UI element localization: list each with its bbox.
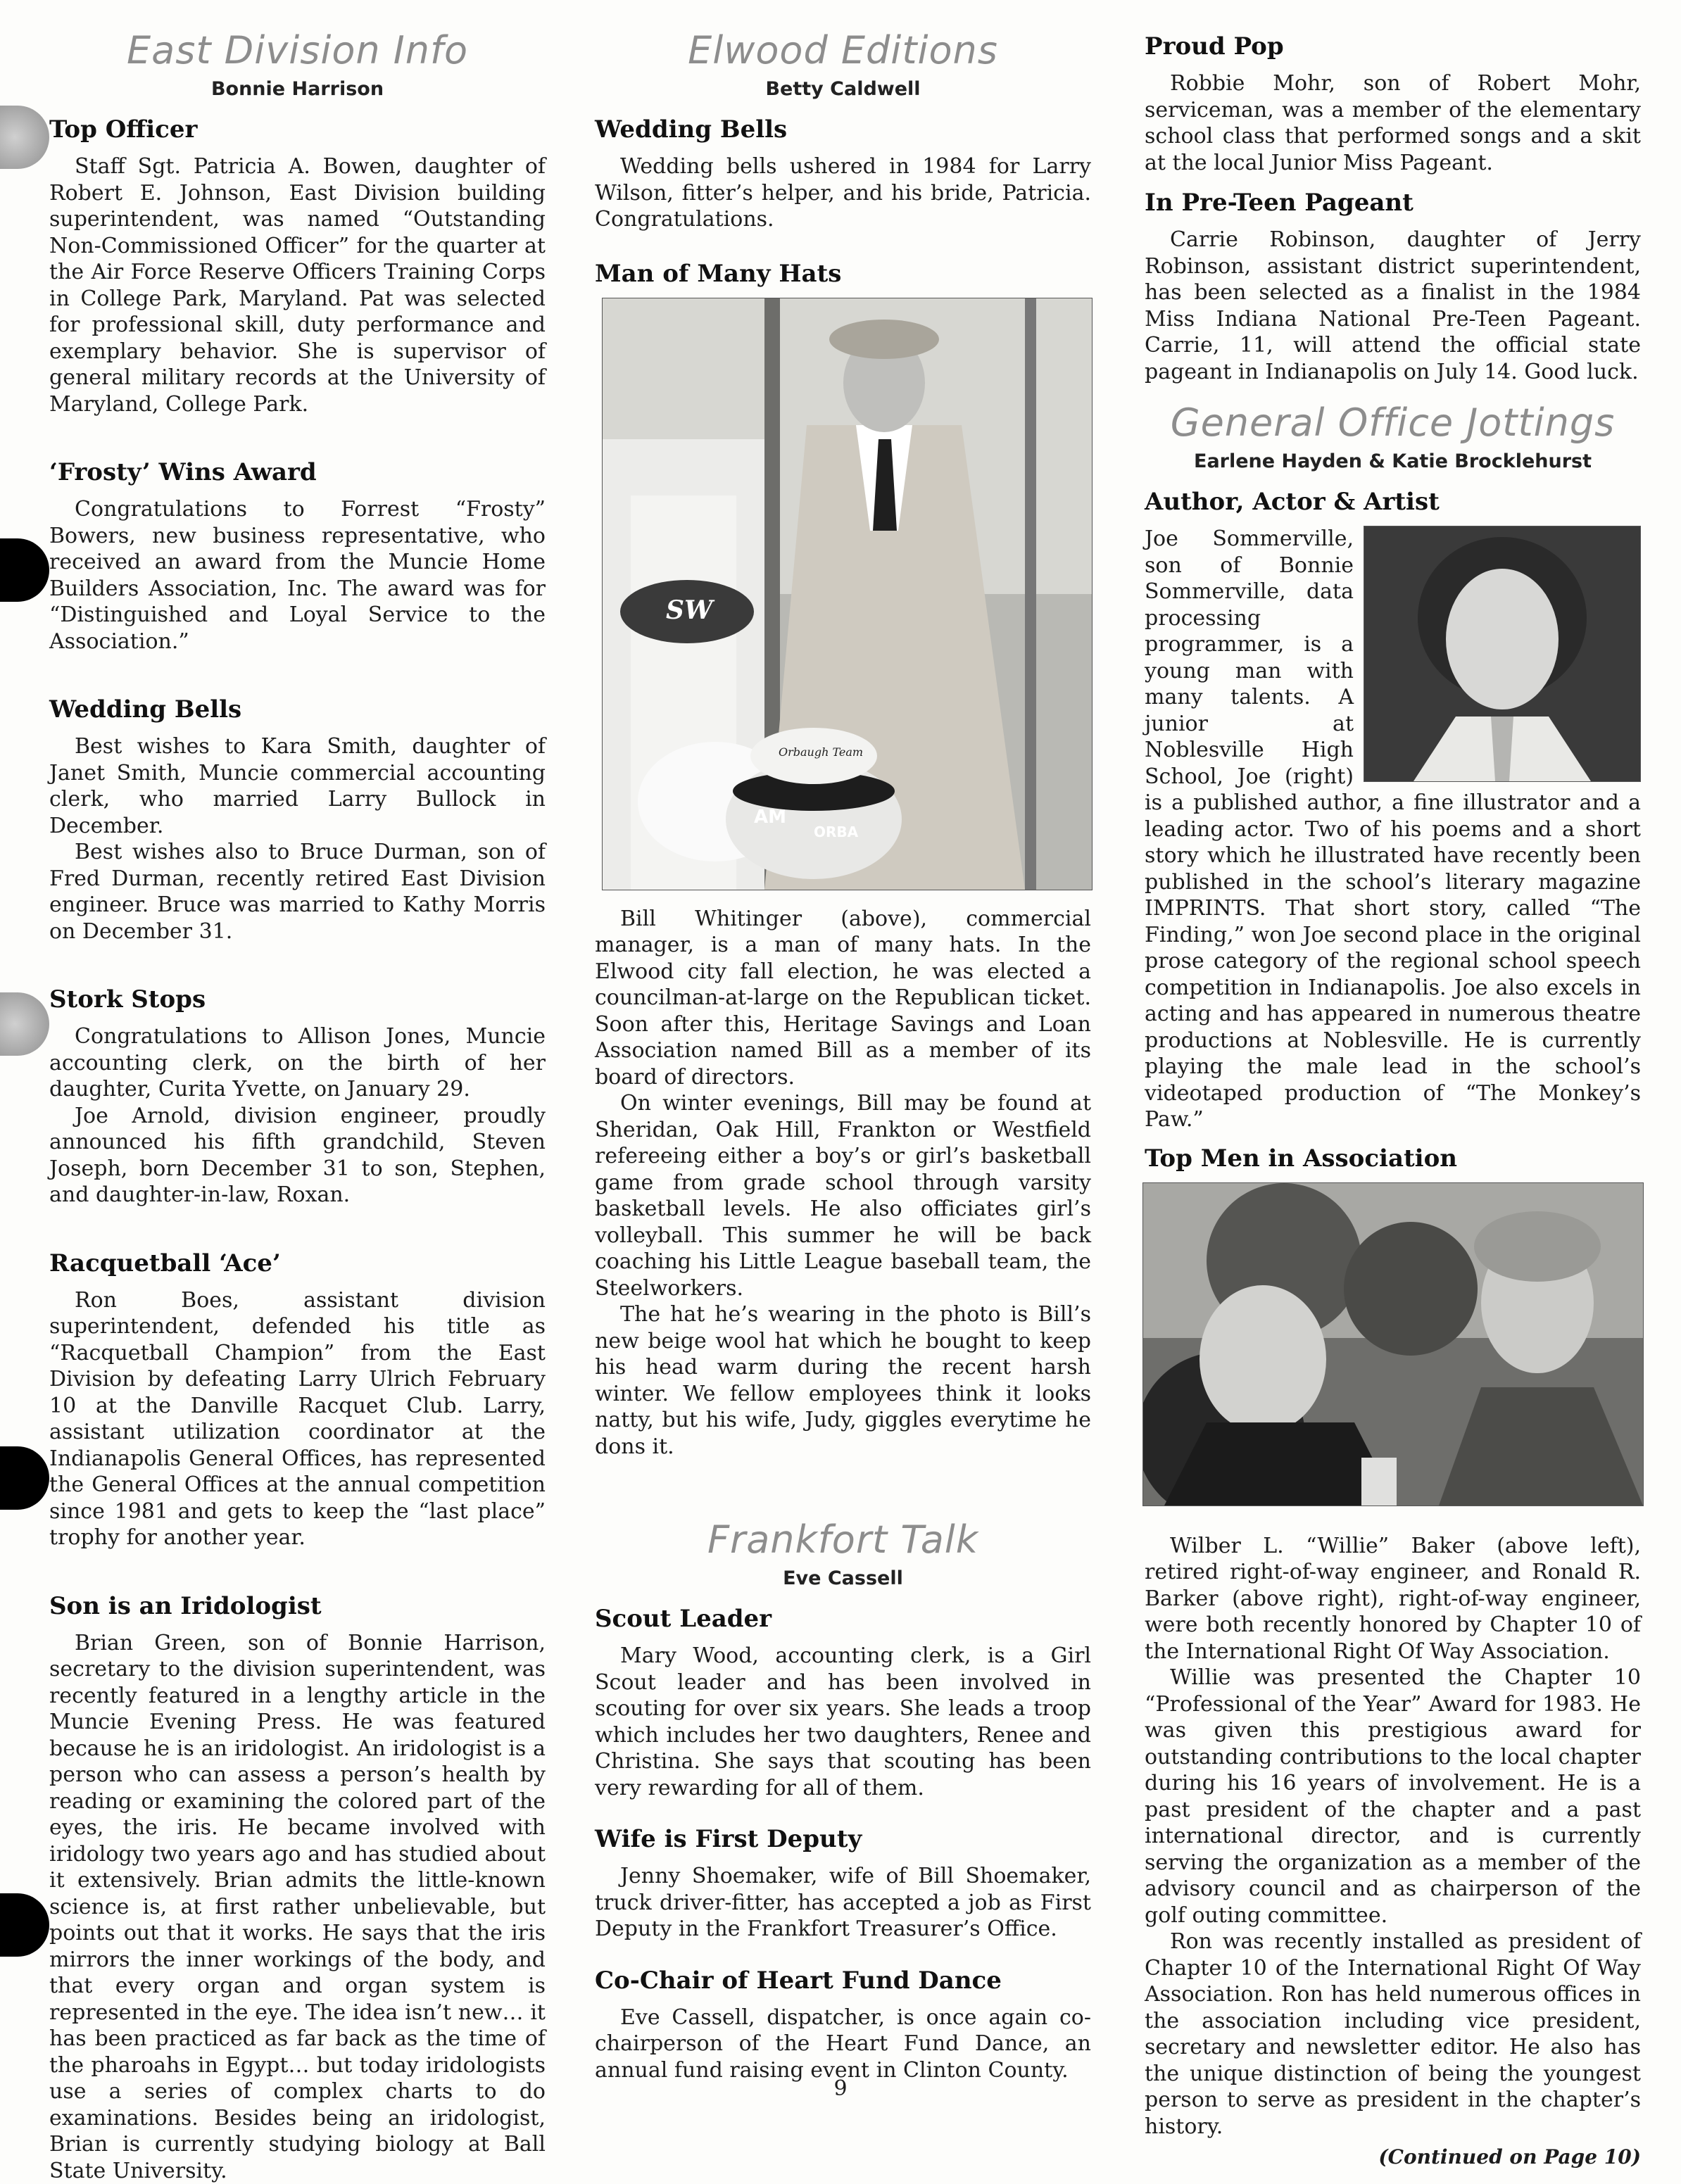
byline: Bonnie Harrison: [49, 78, 546, 100]
article-heading: Top Men in Association: [1145, 1144, 1641, 1173]
continued-note: (Continued on Page 10): [1145, 2145, 1641, 2169]
column-east-division: [49, 21, 546, 2184]
article-heading: Co-Chair of Heart Fund Dance: [595, 1967, 1091, 1995]
hat-label: AM: [754, 807, 786, 828]
article-paragraph: Wedding bells ushered in 1984 for Larry Wilson, fitter’s helper, and his bride, Patricia. Congratulations.: [595, 153, 1091, 233]
article-paragraph: Bill Whitinger (above), commercial manager, is a man of many hats. In the Elwood city fall election, he was elected a councilman-at-large on the Republican ticket. Soon after this, Heritage Savings and Loan Association named Bill as a member of its board of directors.: [595, 906, 1091, 1091]
punch-hole: [0, 538, 49, 602]
article-heading: Proud Pop: [1145, 32, 1641, 61]
article-heading: Scout Leader: [595, 1605, 1091, 1633]
article-paragraph: Congratulations to Forrest “Frosty” Bowers, new business representative, who received an award from the Muncie Home Builders Association, Inc. The award was for “Distinguished and Loyal Service to the Association.”: [49, 496, 546, 655]
section-title: Frankfort Talk: [595, 1517, 1091, 1562]
article-paragraph: Brian Green, son of Bonnie Harrison, secretary to the division superintendent, was recently featured in a lengthy article in the Muncie Evening Press. He was featured because he is an iridologist. An iridologist is a person who can assess a person’s health by reading or examining the colored part of the eyes, the iris. He became involved with iridology two years ago and has studied about it extensively. Brian admits the little-known science is, at first rather unbelievable, but points out that it works. He says that the iris mirrors the inner workings of the body, and that every organ and organ system is represented in the eye. The idea isn’t new… it has been practiced as far back as the time of the pharoahs in Egypt… but today iridologists use a series of complex charts to do examinations. Besides being an iridologist, Brian is currently studying biology at Ball State University.: [49, 1630, 546, 2184]
column-general-office: [1145, 21, 1641, 2169]
section-title: East Division Info: [49, 28, 546, 72]
byline: Betty Caldwell: [595, 78, 1091, 100]
article-paragraph: Jenny Shoemaker, wife of Bill Shoemaker, truck driver-fitter, has accepted a job as First Deputy in the Frankfort Treasurer’s Office.: [595, 1863, 1091, 1943]
article-paragraph: Best wishes to Kara Smith, daughter of Janet Smith, Muncie commercial accounting clerk, who married Larry Bullock in December.: [49, 733, 546, 839]
article-paragraph: Mary Wood, accounting clerk, is a Girl Scout leader and has been involved in scouting for over six years. She leads a troop which includes her two daughters, Renee and Christina. She says that scouting has been very rewarding for all of them.: [595, 1643, 1091, 1801]
article-heading: ‘Frosty’ Wins Award: [49, 458, 546, 486]
punch-hole: [0, 992, 49, 1056]
article-heading: In Pre-Teen Pageant: [1145, 189, 1641, 217]
article-paragraph: Joe Arnold, division engineer, proudly announced his fifth grandchild, Steven Joseph, born December 31 to son, Stephen, and daughter-in-law, Roxan.: [49, 1103, 546, 1208]
article-paragraph: Staff Sgt. Patricia A. Bowen, daughter of Robert E. Johnson, East Division building superintendent, was named “Outstanding Non-Commissioned Officer” for the quarter at the Air Force Reserve Officers Training Corps in College Park, Maryland. Pat was selected for professional skill, duty performance and exemplary behavior. She is supervisor of general military records at the University of Maryland, College Park.: [49, 153, 546, 417]
hat-label: SW: [666, 595, 715, 625]
article-paragraph: Congratulations to Allison Jones, Muncie accounting clerk, on the birth of her daughter, Curita Yvette, on January 29.: [49, 1023, 546, 1103]
article-heading: Author, Actor & Artist: [1145, 488, 1641, 516]
article-paragraph: Willie was presented the Chapter 10 “Professional of the Year” Award for 1983. He was given this prestigious award for outstanding contributions to the local chapter during his 16 years of involvement. He is a past president of the chapter and a past international director, and is currently serving the organization as a member of the advisory council and as chairperson of the golf outing committee.: [1145, 1665, 1641, 1929]
article-paragraph: Wilber L. “Willie” Baker (above left), retired right-of-way engineer, and Ronald R. Barker (above right), right-of-way engineer, were both recently honored by Chapter 10 of the International Right Of Way Association.: [1145, 1533, 1641, 1665]
article-heading: Wedding Bells: [49, 695, 546, 724]
punch-hole: [0, 1446, 49, 1510]
byline: Earlene Hayden & Katie Brocklehurst: [1145, 450, 1641, 472]
article-paragraph: Carrie Robinson, daughter of Jerry Robinson, assistant district superintendent, has been selected as a finalist in the 1984 Miss Indiana National Pre-Teen Pageant. Carrie, 11, will attend the official state pageant in Indianapolis on July 14. Good luck.: [1145, 227, 1641, 385]
article-paragraph: Joe Sommerville, son of Bonnie Sommerville, data processing programmer, is a young man with many talents. A junior at Noblesville High School, Joe (right) is a published author, a fine illustrator and a leading actor. Two of his poems and a short story which he illustrated have recently been published in the school’s literary magazine IMPRINTS. That short story, called “The Finding,” won Joe second place in the original prose category of the regional school speech competition in Indianapolis. Joe also excels in acting and has appeared in numerous theatre productions at Noblesville. He is currently playing the male lead in the school’s videotaped production of “The Monkey’s Paw.”: [1145, 526, 1641, 1133]
section-title: General Office Jottings: [1145, 400, 1641, 445]
article-heading: Wedding Bells: [595, 115, 1091, 144]
article-paragraph: Best wishes also to Bruce Durman, son of Fred Durman, recently retired East Division engineer. Bruce was married to Kathy Morris on December 31.: [49, 839, 546, 945]
article-heading: Wife is First Deputy: [595, 1825, 1091, 1853]
photo-bill-whitinger: [602, 298, 1093, 890]
column-elwood-frankfort: [595, 21, 1091, 2083]
byline: Eve Cassell: [595, 1567, 1091, 1589]
article-heading: Son is an Iridologist: [49, 1592, 546, 1620]
photo-joe-sommerville: [1364, 526, 1641, 782]
article-heading: Racquetball ‘Ace’: [49, 1249, 546, 1277]
article-paragraph: Ron was recently installed as president of Chapter 10 of the International Right Of Way Association. Ron has held numerous offices in the association including vice president, secretary and newsletter editor. He also has the unique distinction of being the youngest person to serve as president in the chapter’s history.: [1145, 1929, 1641, 2140]
hat-label: Orbaugh Team: [779, 745, 863, 759]
article-paragraph: On winter evenings, Bill may be found at Sheridan, Oak Hill, Frankton or Westfield refereeing either a boy’s or girl’s basketball game from grade school through varsity basketball levels. He also officiates girl’s volleyball. This summer he will be back coaching his Little League baseball team, the Steelworkers.: [595, 1090, 1091, 1301]
article-paragraph: Robbie Mohr, son of Robert Mohr, serviceman, was a member of the elementary school class that performed songs and a skit at the local Junior Miss Pageant.: [1145, 70, 1641, 176]
punch-hole: [0, 106, 49, 169]
article-heading: Stork Stops: [49, 985, 546, 1014]
article-paragraph: Ron Boes, assistant division superintendent, defended his title as “Racquetball Champion” from the East Division by defeating Larry Ulrich February 10 at the Danville Racquet Club. Larry, assistant utilization coordinator at the Indianapolis General Offices, has represented the General Offices at the annual competition since 1981 and gets to keep the “last place” trophy for another year.: [49, 1287, 546, 1551]
photo-baker-barker: [1142, 1182, 1644, 1506]
page-number: 9: [0, 2076, 1681, 2101]
article-paragraph: The hat he’s wearing in the photo is Bill’s new beige wool hat which he bought to keep his head warm during the recent harsh winter. We fellow employees think it looks natty, but his wife, Judy, giggles everytime he dons it.: [595, 1301, 1091, 1460]
section-title: Elwood Editions: [595, 28, 1091, 72]
punch-hole: [0, 1893, 49, 1957]
article-heading: Man of Many Hats: [595, 260, 1091, 288]
hat-label: ORBA: [814, 823, 859, 840]
article-paragraph: Eve Cassell, dispatcher, is once again co-chairperson of the Heart Fund Dance, an annual fund raising event in Clinton County.: [595, 2005, 1091, 2084]
article-heading: Top Officer: [49, 115, 546, 144]
